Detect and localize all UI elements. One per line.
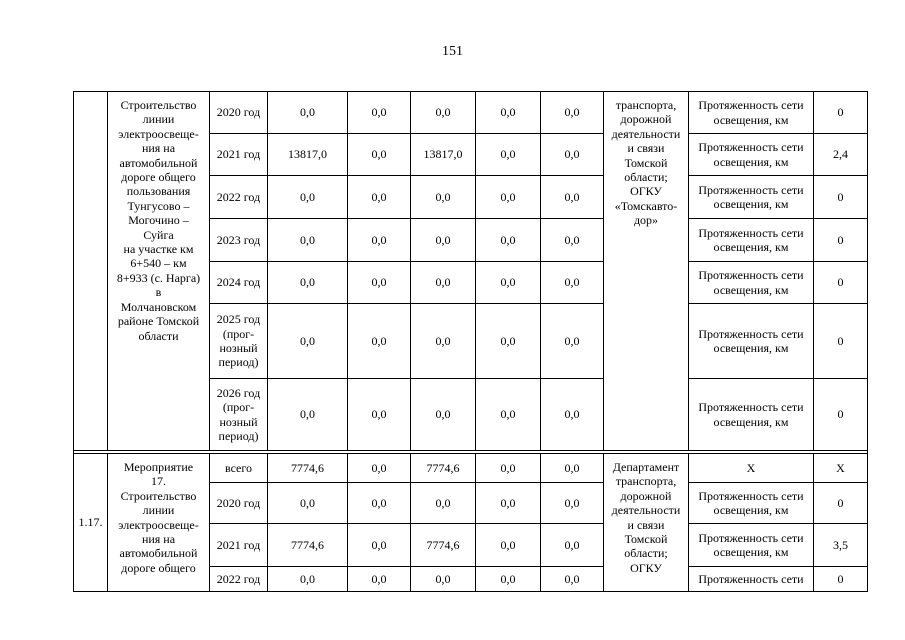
indicator-cell: Протяженность сети освещения, км [689,219,814,262]
amount-total-cell: 0,0 [268,379,348,451]
amount-total-cell: 0,0 [268,92,348,134]
year-cell: 2021 год [210,524,268,567]
executor-cell: транспорта, дорожной деятельности и связи Томской области; ОГКУ «Томскавто- дор» [604,92,689,451]
year-cell: 2023 год [210,219,268,262]
amount-cell: 0,0 [348,483,411,524]
amount-cell: 0,0 [411,567,476,592]
amount-cell: 13817,0 [411,134,476,176]
amount-cell: 0,0 [348,219,411,262]
amount-cell: 0,0 [541,567,604,592]
indicator-cell: Протяженность сети освещения, км [689,379,814,451]
amount-cell: 0,0 [476,92,541,134]
amount-cell: 0,0 [541,454,604,483]
amount-total-cell: 0,0 [268,567,348,592]
measure-name-cell: Строительство линии электроосвеще- ния на автомобильной дороге общего пользования Тунгусово – Могочино – Суйга на участке км 6+540 – км 8+933 (с. Нарга) в Молчановском районе Томской области [108,92,210,451]
amount-cell: 0,0 [348,262,411,304]
indicator-value-cell: 0 [814,219,868,262]
year-cell: 2020 год [210,483,268,524]
amount-total-cell: 0,0 [268,304,348,379]
amount-cell: 0,0 [476,524,541,567]
amount-total-cell: 0,0 [268,176,348,219]
amount-cell: 7774,6 [411,454,476,483]
year-cell: 2022 год [210,176,268,219]
amount-cell: 0,0 [348,379,411,451]
indicator-cell: Протяженность сети освещения, км [689,483,814,524]
amount-cell: 0,0 [476,134,541,176]
amount-cell: 0,0 [541,219,604,262]
amount-cell: 0,0 [348,176,411,219]
year-cell: 2024 год [210,262,268,304]
amount-cell: 0,0 [411,304,476,379]
indicator-value-cell: 3,5 [814,524,868,567]
row-number-cell: 1.17. [74,454,108,592]
year-cell: всего [210,454,268,483]
year-cell: 2021 год [210,134,268,176]
amount-cell: 0,0 [476,304,541,379]
amount-total-cell: 0,0 [268,483,348,524]
amount-cell: 0,0 [411,262,476,304]
indicator-value-cell: Х [814,454,868,483]
indicator-cell: Протяженность сети освещения, км [689,304,814,379]
amount-cell: 0,0 [541,524,604,567]
amount-cell: 0,0 [541,483,604,524]
indicator-cell: Протяженность сети освещения, км [689,176,814,219]
indicator-value-cell: 0 [814,567,868,592]
amount-cell: 0,0 [411,483,476,524]
amount-cell: 7774,6 [411,524,476,567]
amount-cell: 0,0 [541,176,604,219]
year-cell: 2022 год [210,567,268,592]
indicator-cell: Х [689,454,814,483]
amount-cell: 0,0 [476,176,541,219]
amount-cell: 0,0 [541,304,604,379]
amount-total-cell: 7774,6 [268,524,348,567]
indicator-cell: Протяженность сети освещения, км [689,524,814,567]
amount-cell: 0,0 [348,92,411,134]
amount-cell: 0,0 [476,379,541,451]
amount-cell: 0,0 [476,454,541,483]
amount-total-cell: 13817,0 [268,134,348,176]
amount-cell: 0,0 [348,134,411,176]
amount-cell: 0,0 [411,92,476,134]
amount-total-cell: 7774,6 [268,454,348,483]
amount-cell: 0,0 [411,219,476,262]
indicator-value-cell: 0 [814,304,868,379]
table-row [74,454,868,483]
indicator-value-cell: 0 [814,176,868,219]
indicator-value-cell: 0 [814,379,868,451]
indicator-cell: Протяженность сети освещения, км [689,134,814,176]
amount-cell: 0,0 [476,219,541,262]
amount-cell: 0,0 [476,483,541,524]
amount-cell: 0,0 [476,262,541,304]
amount-cell: 0,0 [348,304,411,379]
indicator-cell: Протяженность сети [689,567,814,592]
amount-cell: 0,0 [541,379,604,451]
indicator-cell: Протяженность сети освещения, км [689,92,814,134]
amount-cell: 0,0 [411,176,476,219]
indicator-cell: Протяженность сети освещения, км [689,262,814,304]
row-number-cell [74,92,108,451]
amount-total-cell: 0,0 [268,219,348,262]
indicator-value-cell: 0 [814,262,868,304]
table-row [74,92,868,134]
amount-cell: 0,0 [476,567,541,592]
executor-cell: Департамент транспорта, дорожной деятельности и связи Томской области; ОГКУ [604,454,689,592]
amount-cell: 0,0 [348,524,411,567]
year-cell: 2020 год [210,92,268,134]
amount-cell: 0,0 [411,379,476,451]
year-cell: 2025 год (прог- нозный период) [210,304,268,379]
year-cell: 2026 год (прог- нозный период) [210,379,268,451]
measure-name-cell: Мероприятие 17. Строительство линии электроосвеще- ния на автомобильной дороге общего [108,454,210,592]
program-table [73,91,868,592]
page-number: 151 [442,44,463,59]
amount-cell: 0,0 [348,454,411,483]
indicator-value-cell: 0 [814,483,868,524]
amount-total-cell: 0,0 [268,262,348,304]
amount-cell: 0,0 [541,92,604,134]
indicator-value-cell: 0 [814,92,868,134]
amount-cell: 0,0 [348,567,411,592]
indicator-value-cell: 2,4 [814,134,868,176]
amount-cell: 0,0 [541,134,604,176]
amount-cell: 0,0 [541,262,604,304]
